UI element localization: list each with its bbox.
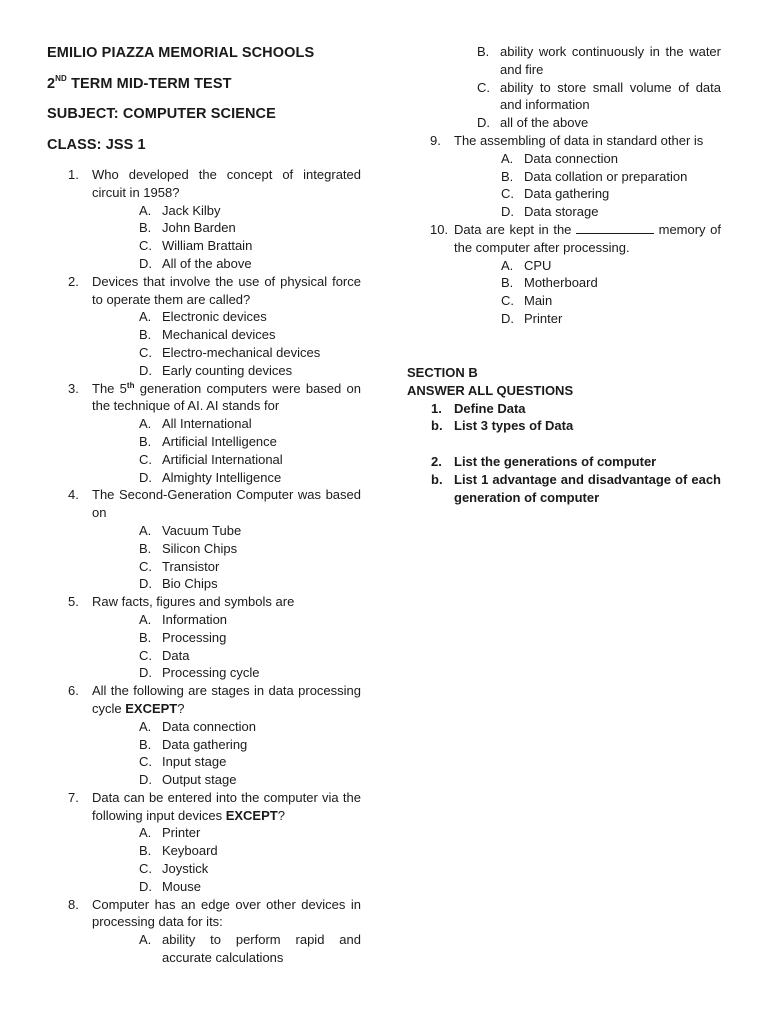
answer-option <box>139 931 361 967</box>
option-text: Mechanical devices <box>162 327 276 343</box>
answer-option <box>139 415 361 433</box>
answer-option <box>139 540 361 558</box>
answer-option <box>139 771 361 789</box>
answer-option <box>139 451 361 469</box>
text: 4. <box>68 487 79 503</box>
option-text: Printer <box>524 310 563 326</box>
answer-option <box>139 522 361 540</box>
option-text: Jack Kilby <box>162 202 221 218</box>
option-letter: B. <box>477 44 490 59</box>
text: All the following are stages in data processing cycle <box>92 683 361 716</box>
option-text: John Barden <box>162 220 236 236</box>
answer-option <box>139 308 361 326</box>
section-b-title: SECTION B <box>407 365 478 380</box>
option-letter: A. <box>501 150 514 166</box>
section-b <box>407 364 721 506</box>
text: 8. <box>68 896 79 912</box>
option-text: Data collation or preparation <box>524 168 688 184</box>
answer-option <box>501 185 721 203</box>
option-letter: C. <box>139 647 152 663</box>
answer-option <box>139 575 361 593</box>
option-text: Processing cycle <box>162 665 260 681</box>
section-b-question <box>407 417 721 435</box>
option-letter: A. <box>139 611 152 627</box>
text: Define Data <box>454 400 526 416</box>
text: EXCEPT <box>125 700 178 716</box>
option-text: Electronic devices <box>162 309 267 325</box>
answer-option <box>139 736 361 754</box>
question-10-options <box>454 257 721 328</box>
option-text: Bio Chips <box>162 576 218 592</box>
option-letter: B. <box>139 736 152 752</box>
text: 1. <box>68 167 79 182</box>
text: ? <box>177 700 185 716</box>
text: 3. <box>68 380 79 396</box>
option-text: Data connection <box>524 150 618 166</box>
section-b-question <box>407 400 721 418</box>
answer-option <box>139 647 361 665</box>
question-8-options <box>92 931 361 967</box>
section-b-instruction: ANSWER ALL QUESTIONS <box>407 382 574 398</box>
answer-option <box>501 168 721 186</box>
section-b-question <box>407 453 721 471</box>
answer-option <box>139 433 361 451</box>
option-text: Early counting devices <box>162 362 293 378</box>
answer-option <box>477 43 721 79</box>
text: ? <box>277 807 285 823</box>
answer-option <box>139 558 361 576</box>
text: 2. <box>68 273 79 289</box>
answer-option <box>501 310 721 328</box>
option-letter: D. <box>139 255 152 271</box>
option-text: Data connection <box>162 718 256 734</box>
question-2 <box>68 273 361 380</box>
answer-option <box>139 344 361 362</box>
term-title <box>47 76 232 92</box>
option-text: Vacuum Tube <box>162 522 242 538</box>
text: 2 <box>47 76 56 92</box>
option-text: Main <box>524 293 553 309</box>
option-text: ability to perform rapid and accurate calculations <box>162 932 361 966</box>
class-line: CLASS: JSS 1 <box>47 137 146 153</box>
answer-option <box>139 255 361 273</box>
answer-option <box>139 611 361 629</box>
answer-option <box>139 202 361 220</box>
option-text: Almighty Intelligence <box>162 469 282 485</box>
text: List the generations of computer <box>454 453 657 469</box>
answer-option <box>139 629 361 647</box>
option-text: Electro-mechanical devices <box>162 344 321 360</box>
question-7 <box>68 789 361 896</box>
answer-option <box>139 753 361 771</box>
question-2-options <box>92 308 361 379</box>
text: TERM MID-TERM TEST <box>66 76 232 92</box>
question-1-options <box>92 202 361 273</box>
option-letter: D. <box>139 469 152 485</box>
option-text: Information <box>162 611 228 627</box>
option-letter: A. <box>501 257 514 273</box>
option-text: Data storage <box>524 204 599 220</box>
question-9 <box>430 132 721 221</box>
question-7-options <box>92 824 361 895</box>
option-letter: C. <box>139 558 152 574</box>
answer-option <box>139 824 361 842</box>
option-text: Artificial International <box>162 451 283 467</box>
text: 7. <box>68 789 79 805</box>
question-1 <box>68 166 361 273</box>
option-text: Motherboard <box>524 275 598 291</box>
answer-option <box>139 878 361 896</box>
option-letter: B. <box>139 843 152 859</box>
question-6-options <box>92 718 361 789</box>
text: List 3 types of Data <box>454 418 574 434</box>
text: 1. <box>431 400 442 416</box>
option-letter: A. <box>139 202 152 218</box>
text: b. <box>431 471 443 487</box>
answer-option <box>501 292 721 310</box>
subject-line: SUBJECT: COMPUTER SCIENCE <box>47 106 276 122</box>
text: The assembling of data in standard other is <box>454 132 704 148</box>
option-text: Data gathering <box>524 186 610 202</box>
option-letter: A. <box>139 825 152 841</box>
option-text: Input stage <box>162 754 227 770</box>
option-text: All International <box>162 416 252 432</box>
option-text: Artificial Intelligence <box>162 433 277 449</box>
option-text: Data <box>162 647 190 663</box>
section-b-question <box>407 471 721 507</box>
option-text: CPU <box>524 257 552 273</box>
option-text: all of the above <box>500 115 589 131</box>
option-letter: C. <box>139 754 152 770</box>
option-text: All of the above <box>162 255 252 271</box>
answer-option <box>139 664 361 682</box>
option-letter: D. <box>139 362 152 378</box>
question-5-options <box>92 611 361 682</box>
answer-option <box>139 237 361 255</box>
option-text: Keyboard <box>162 843 218 859</box>
option-letter: D. <box>139 665 152 681</box>
option-letter: B. <box>139 433 152 449</box>
text: Raw facts, figures and symbols are <box>92 594 295 610</box>
question-9-options <box>454 150 721 221</box>
option-letter: A. <box>139 718 152 734</box>
option-text: Transistor <box>162 558 220 574</box>
answer-option <box>477 79 721 115</box>
answer-option <box>477 114 721 132</box>
answer-option <box>139 718 361 736</box>
right-column <box>430 43 721 328</box>
question-6 <box>68 682 361 789</box>
text: th <box>126 380 135 390</box>
option-text: Data gathering <box>162 736 248 752</box>
option-letter: C. <box>139 451 152 467</box>
question-4-options <box>92 522 361 593</box>
option-letter: D. <box>501 310 514 326</box>
text: EXCEPT <box>225 807 278 823</box>
question-8 <box>68 896 361 967</box>
question-3 <box>68 380 361 487</box>
option-text: ability work continuously in the water and fire <box>500 44 721 77</box>
option-letter: D. <box>477 115 490 131</box>
option-text: Output stage <box>162 772 237 788</box>
text: Data can be entered into the computer via the following input devices <box>92 789 361 823</box>
answer-option <box>139 326 361 344</box>
option-letter: C. <box>139 861 152 877</box>
answer-option <box>501 150 721 168</box>
text: memory of the computer after processing. <box>454 221 722 255</box>
option-text: William Brattain <box>162 238 253 254</box>
option-letter: C. <box>501 186 514 202</box>
option-text: Mouse <box>162 878 202 894</box>
option-letter: A. <box>139 522 152 538</box>
option-text: Printer <box>162 825 201 841</box>
option-letter: A. <box>139 932 152 948</box>
question-3-options <box>92 415 361 486</box>
text: generation computers were based on the technique of AI. AI stands for <box>92 380 361 414</box>
answer-option <box>501 203 721 221</box>
option-letter: B. <box>501 168 514 184</box>
option-text: Joystick <box>162 861 209 877</box>
text: Data are kept in the <box>454 221 577 237</box>
option-text: ability to store small volume of data and information <box>500 79 721 113</box>
text: The 5 <box>92 380 127 396</box>
option-letter: C. <box>501 293 514 309</box>
option-letter: B. <box>139 540 152 556</box>
option-letter: B. <box>501 275 514 291</box>
answer-blank <box>576 222 654 234</box>
answer-option <box>139 842 361 860</box>
text: b. <box>431 418 443 434</box>
answer-option <box>501 257 721 275</box>
answer-option <box>501 274 721 292</box>
text: Who developed the concept of integrated circuit in 1958? <box>92 167 361 200</box>
option-letter: D. <box>139 772 152 788</box>
text: ND <box>55 74 67 83</box>
option-letter: C. <box>477 79 490 95</box>
answer-option <box>139 860 361 878</box>
question-4 <box>68 486 361 593</box>
answer-option <box>139 219 361 237</box>
option-text: Silicon Chips <box>162 540 238 556</box>
answer-option <box>139 469 361 487</box>
option-letter: D. <box>139 576 152 592</box>
option-letter: D. <box>501 204 514 220</box>
text: Devices that involve the use of physical force to operate them are called? <box>92 273 361 307</box>
question-5 <box>68 593 361 682</box>
option-letter: B. <box>139 629 152 645</box>
left-column <box>68 166 361 967</box>
option-letter: C. <box>139 344 152 360</box>
answer-option <box>139 362 361 380</box>
school-name: EMILIO PIAZZA MEMORIAL SCHOOLS <box>47 45 315 61</box>
text: 6. <box>68 683 79 699</box>
text: List 1 advantage and disadvantage of each generation of computer <box>454 471 721 505</box>
text: 5. <box>68 594 79 610</box>
option-letter: C. <box>139 238 152 254</box>
option-letter: D. <box>139 878 152 894</box>
option-letter: A. <box>139 416 152 432</box>
option-letter: B. <box>139 327 152 343</box>
option-text: Processing <box>162 629 227 645</box>
text: 9. <box>430 132 441 148</box>
text: Computer has an edge over other devices in processing data for its: <box>92 896 361 930</box>
text: 2. <box>431 453 442 469</box>
option-letter: B. <box>139 220 152 236</box>
text: 10. <box>430 221 449 237</box>
question-10 <box>430 221 721 328</box>
option-letter: A. <box>139 309 152 325</box>
text: The Second-Generation Computer was based on <box>92 487 361 521</box>
question-8-options-continued <box>430 43 721 132</box>
